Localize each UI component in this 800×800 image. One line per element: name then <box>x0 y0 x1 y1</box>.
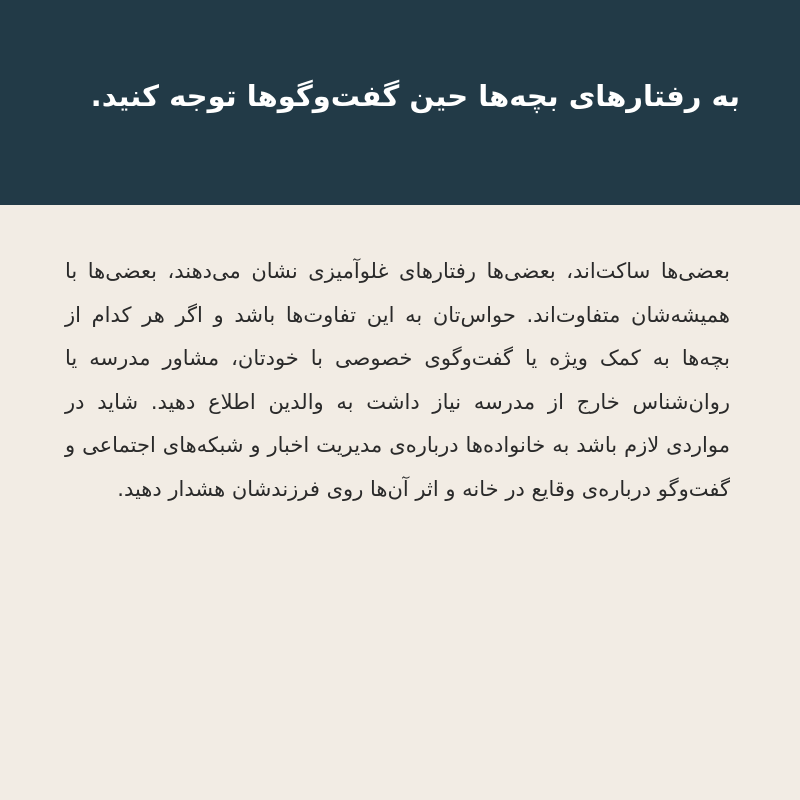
card-body <box>65 250 730 511</box>
body-paragraph: بعضی‌ها ساکت‌اند، بعضی‌ها رفتارهای غلوآمیزی نشان می‌دهند، بعضی‌ها با همیشه‌شان متفاوت‌اند. حواس‌تان به این تفاوت‌ها باشد و اگر هر کدام از بچه‌ها به کمک ویژه یا گفت‌وگوی خصوصی با خودتان، مشاور مدرسه یا روان‌شناس خارج از مدرسه نیاز داشت به والدین اطلاع دهید. شاید در مواردی لازم باشد به خانواده‌ها درباره‌ی مدیریت اخبار و شبکه‌های اجتماعی و گفت‌وگو درباره‌ی وقایع در خانه و اثر آن‌ها روی فرزندشان هشدار دهید. <box>65 259 730 501</box>
header-banner <box>0 0 800 205</box>
card-title: به رفتارهای بچه‌ها حین گفت‌وگوها توجه کنید. <box>90 79 740 113</box>
